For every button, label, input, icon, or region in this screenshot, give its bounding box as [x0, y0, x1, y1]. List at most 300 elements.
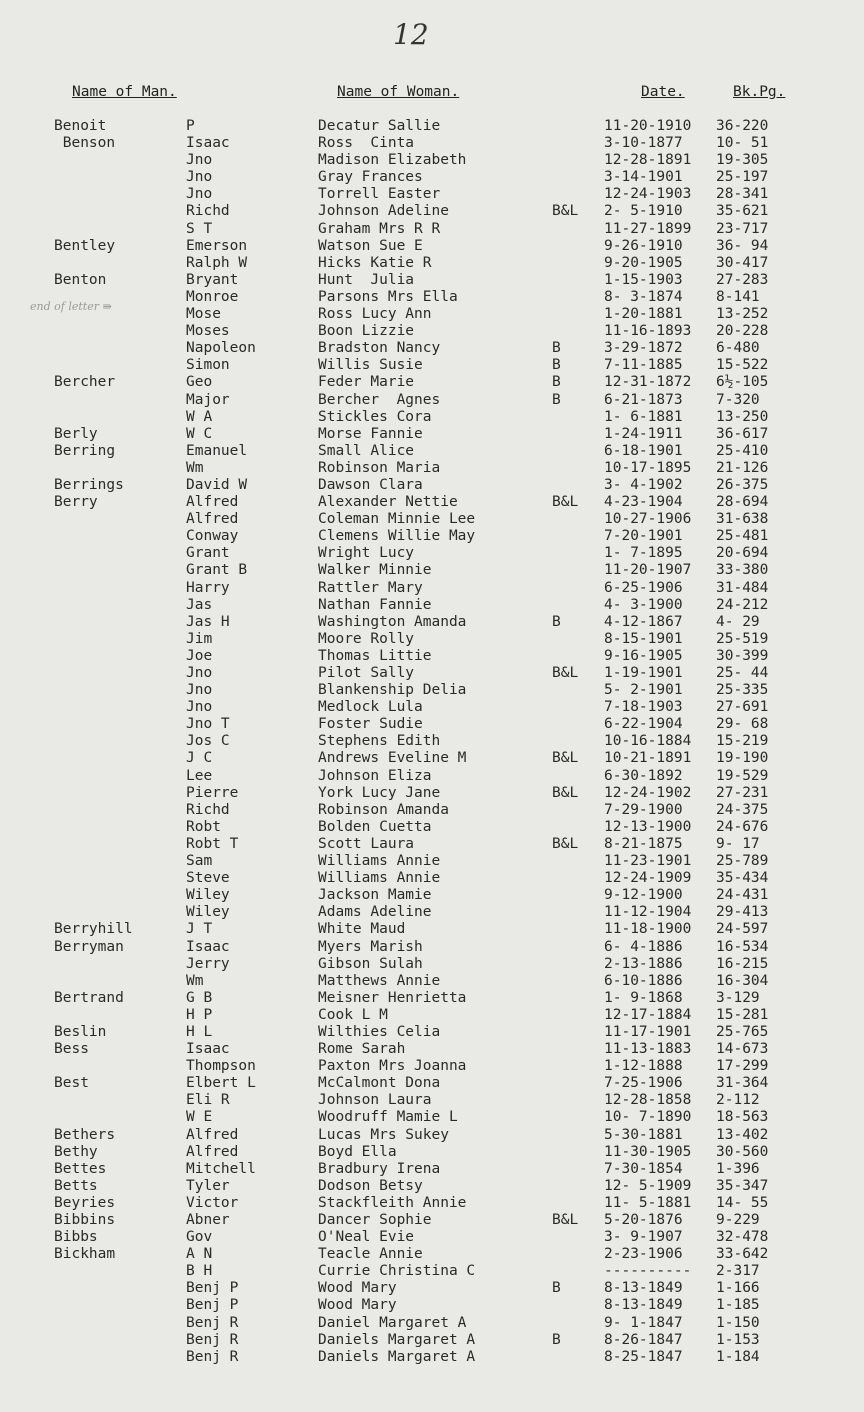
woman-name: Bradbury Irena — [318, 1160, 441, 1177]
woman-name: Blankenship Delia — [318, 682, 467, 699]
record-row — [0, 1349, 864, 1366]
book-page: 25-481 — [716, 528, 769, 545]
marriage-date: 5-20-1876 — [604, 1212, 683, 1228]
woman-name: Feder Marie — [318, 374, 415, 391]
record-list — [0, 118, 864, 1366]
book-page: 31-484 — [716, 579, 769, 596]
man-given-name: Monroe — [186, 288, 239, 305]
record-row — [0, 1041, 864, 1058]
marriage-date: 10-27-1906 — [604, 511, 692, 528]
record-row — [0, 836, 864, 853]
man-given-name: Napoleon — [186, 340, 256, 357]
woman-name: Daniels Margaret A — [318, 1331, 476, 1348]
book-page: 35-434 — [716, 870, 769, 887]
woman-name: Jackson Mamie — [318, 887, 432, 904]
book-page: 27-231 — [716, 784, 769, 801]
book-page: 8-141 — [716, 288, 760, 305]
woman-name: Medlock Lula — [318, 699, 423, 716]
record-row — [0, 1195, 864, 1212]
man-given-name: Abner — [186, 1212, 230, 1228]
header-book-page: Bk.Pg. — [733, 84, 786, 100]
man-surname: Beslin — [54, 1023, 107, 1040]
woman-name: Daniel Margaret A — [318, 1314, 467, 1331]
woman-name: Pilot Sally — [318, 665, 415, 681]
record-row — [0, 990, 864, 1007]
man-given-name: Benj P — [186, 1280, 239, 1297]
marriage-date: 9-26-1910 — [604, 237, 683, 254]
book-page: 36-220 — [716, 118, 769, 134]
man-given-name: P — [186, 118, 195, 134]
record-row — [0, 802, 864, 819]
man-given-name: Geo — [186, 374, 213, 391]
man-given-name: Benj R — [186, 1314, 239, 1331]
woman-name: Myers Marish — [318, 938, 423, 955]
record-row — [0, 648, 864, 665]
record-row — [0, 545, 864, 562]
man-surname: Berly — [54, 425, 98, 442]
header-name-of-man: Name of Man. — [72, 84, 177, 100]
man-given-name: Harry — [186, 579, 230, 596]
marriage-date: 1-24-1911 — [604, 425, 683, 442]
man-given-name: Jno — [186, 665, 213, 681]
book-page: 32-478 — [716, 1229, 769, 1246]
marriage-date: 1-15-1903 — [604, 271, 683, 288]
woman-name: Gibson Sulah — [318, 955, 423, 972]
record-code: B — [552, 613, 561, 630]
book-page: 3-129 — [716, 989, 760, 1006]
woman-name: Dawson Clara — [318, 476, 423, 493]
book-page: 27-691 — [716, 699, 769, 716]
book-page: 16-534 — [716, 938, 769, 955]
man-given-name: Richd — [186, 203, 230, 220]
record-row — [0, 477, 864, 494]
man-given-name: Jno — [186, 186, 213, 203]
record-row — [0, 562, 864, 579]
book-page: 10- 51 — [716, 135, 769, 152]
marriage-date: 11-16-1893 — [604, 323, 692, 340]
man-given-name: W E — [186, 1109, 213, 1126]
record-code: B — [552, 1331, 561, 1348]
record-row — [0, 1212, 864, 1229]
record-row — [0, 1161, 864, 1178]
book-page: 19-190 — [716, 750, 769, 767]
man-given-name: David W — [186, 476, 248, 493]
woman-name: Madison Elizabeth — [318, 152, 467, 169]
record-code: B&L — [552, 750, 579, 767]
woman-name: Graham Mrs R R — [318, 220, 441, 237]
record-code: B — [552, 1280, 561, 1297]
book-page: 24-212 — [716, 596, 769, 613]
man-given-name: Mitchell — [186, 1160, 256, 1177]
book-page: 31-638 — [716, 511, 769, 528]
man-given-name: Jno — [186, 169, 213, 186]
man-given-name: W A — [186, 408, 213, 425]
book-page: 2-112 — [716, 1092, 760, 1109]
man-given-name: Jas H — [186, 613, 230, 630]
marriage-date: 3- 4-1902 — [604, 476, 683, 493]
woman-name: White Maud — [318, 921, 406, 938]
book-page: 13-402 — [716, 1126, 769, 1143]
marriage-date: 11-23-1901 — [604, 853, 692, 870]
woman-name: Rattler Mary — [318, 579, 423, 596]
woman-name: Johnson Eliza — [318, 767, 432, 784]
record-row — [0, 203, 864, 220]
book-page: 28-341 — [716, 186, 769, 203]
woman-name: Wright Lucy — [318, 545, 415, 562]
woman-name: Wood Mary — [318, 1280, 397, 1297]
marriage-date: 8-15-1901 — [604, 630, 683, 647]
marriage-date: 8-26-1847 — [604, 1331, 683, 1348]
man-surname: Bibbins — [54, 1212, 116, 1228]
man-given-name: Alfred — [186, 494, 239, 511]
marriage-date: 8-13-1849 — [604, 1297, 683, 1314]
man-given-name: Alfred — [186, 1126, 239, 1143]
record-row — [0, 973, 864, 990]
marriage-date: 4-12-1867 — [604, 613, 683, 630]
woman-name: Robinson Maria — [318, 459, 441, 476]
woman-name: Bolden Cuetta — [318, 818, 432, 835]
record-row — [0, 357, 864, 374]
record-row — [0, 186, 864, 203]
marriage-date: 2- 5-1910 — [604, 203, 683, 220]
record-row — [0, 904, 864, 921]
woman-name: Clemens Willie May — [318, 528, 476, 545]
record-row — [0, 665, 864, 682]
marriage-date: 8-13-1849 — [604, 1280, 683, 1297]
record-row — [0, 494, 864, 511]
man-surname: Bethy — [54, 1143, 98, 1160]
man-given-name: Richd — [186, 801, 230, 818]
record-row — [0, 921, 864, 938]
man-given-name: Jno — [186, 682, 213, 699]
marriage-date: 9- 1-1847 — [604, 1314, 683, 1331]
record-row — [0, 1127, 864, 1144]
record-row — [0, 614, 864, 631]
record-row — [0, 699, 864, 716]
man-surname: Bess — [54, 1041, 89, 1058]
marriage-date: 1-12-1888 — [604, 1058, 683, 1075]
book-page: 25-410 — [716, 442, 769, 459]
man-given-name: Jerry — [186, 955, 230, 972]
man-given-name: Wm — [186, 459, 204, 476]
marriage-date: 6-18-1901 — [604, 442, 683, 459]
woman-name: Alexander Nettie — [318, 494, 458, 511]
book-page: 29- 68 — [716, 716, 769, 733]
book-page: 15-522 — [716, 357, 769, 374]
marriage-date: 7-11-1885 — [604, 357, 683, 374]
marriage-date: 12-24-1909 — [604, 870, 692, 887]
woman-name: Johnson Adeline — [318, 203, 449, 220]
book-page: 21-126 — [716, 459, 769, 476]
record-code: B&L — [552, 665, 579, 681]
woman-name: Lucas Mrs Sukey — [318, 1126, 449, 1143]
woman-name: Parsons Mrs Ella — [318, 288, 458, 305]
marriage-date: 8-25-1847 — [604, 1348, 683, 1365]
woman-name: Gray Frances — [318, 169, 423, 186]
book-page: 2-317 — [716, 1263, 760, 1280]
marriage-date: 4- 3-1900 — [604, 596, 683, 613]
record-row — [0, 1109, 864, 1126]
man-given-name: Isaac — [186, 135, 230, 152]
book-page: 15-219 — [716, 733, 769, 750]
book-page: 18-563 — [716, 1109, 769, 1126]
marriage-date: 9-16-1905 — [604, 647, 683, 664]
record-row — [0, 580, 864, 597]
man-given-name: Benj R — [186, 1331, 239, 1348]
man-surname: Betts — [54, 1177, 98, 1194]
man-given-name: Ralph W — [186, 254, 248, 271]
book-page: 1-184 — [716, 1348, 760, 1365]
woman-name: Stackfleith Annie — [318, 1194, 467, 1211]
man-given-name: Mose — [186, 306, 221, 323]
man-surname: Bertrand — [54, 989, 124, 1006]
book-page: 36-617 — [716, 425, 769, 442]
woman-name: Daniels Margaret A — [318, 1348, 476, 1365]
marriage-date: 3-10-1877 — [604, 135, 683, 152]
record-row — [0, 1246, 864, 1263]
record-row — [0, 1092, 864, 1109]
marriage-date: 6-10-1886 — [604, 972, 683, 989]
man-surname: Bibbs — [54, 1229, 98, 1246]
woman-name: Coleman Minnie Lee — [318, 511, 476, 528]
record-row — [0, 340, 864, 357]
man-given-name: Moses — [186, 323, 230, 340]
record-row — [0, 733, 864, 750]
marriage-date: 10-16-1884 — [604, 733, 692, 750]
man-given-name: Emanuel — [186, 442, 248, 459]
record-row — [0, 426, 864, 443]
man-given-name: A N — [186, 1246, 213, 1263]
record-code: B — [552, 391, 561, 408]
marriage-date: 4-23-1904 — [604, 494, 683, 511]
man-given-name: H L — [186, 1023, 213, 1040]
record-row — [0, 169, 864, 186]
marriage-date: 12-24-1903 — [604, 186, 692, 203]
woman-name: Adams Adeline — [318, 904, 432, 921]
marriage-date: 12-17-1884 — [604, 1006, 692, 1023]
marriage-date: 11- 5-1881 — [604, 1194, 692, 1211]
record-code: B&L — [552, 835, 579, 852]
marriage-date: 12-24-1902 — [604, 784, 692, 801]
record-code: B — [552, 374, 561, 391]
book-page: 1-166 — [716, 1280, 760, 1297]
woman-name: Foster Sudie — [318, 716, 423, 733]
record-row — [0, 221, 864, 238]
book-page: 17-299 — [716, 1058, 769, 1075]
book-page: 14-673 — [716, 1041, 769, 1058]
woman-name: Meisner Henrietta — [318, 989, 467, 1006]
woman-name: Currie Christina C — [318, 1263, 476, 1280]
man-surname: Bickham — [54, 1246, 116, 1263]
woman-name: Hicks Katie R — [318, 254, 432, 271]
record-row — [0, 511, 864, 528]
book-page: 15-281 — [716, 1006, 769, 1023]
woman-name: Ross Cinta — [318, 135, 415, 152]
book-page: 29-413 — [716, 904, 769, 921]
book-page: 9-229 — [716, 1212, 760, 1228]
record-row — [0, 750, 864, 767]
man-surname: Beyries — [54, 1194, 116, 1211]
marriage-date: 6- 4-1886 — [604, 938, 683, 955]
record-row — [0, 409, 864, 426]
woman-name: Andrews Eveline M — [318, 750, 467, 767]
man-given-name: Jim — [186, 630, 213, 647]
record-row — [0, 1280, 864, 1297]
woman-name: Scott Laura — [318, 835, 415, 852]
marriage-date: 2-23-1906 — [604, 1246, 683, 1263]
record-row — [0, 255, 864, 272]
man-given-name: Pierre — [186, 784, 239, 801]
marriage-date: 6-25-1906 — [604, 579, 683, 596]
man-given-name: B H — [186, 1263, 213, 1280]
marriage-date: 11-30-1905 — [604, 1143, 692, 1160]
book-page: 31-364 — [716, 1075, 769, 1092]
book-page: 19-305 — [716, 152, 769, 169]
man-surname: Best — [54, 1075, 89, 1092]
woman-name: Willis Susie — [318, 357, 423, 374]
marriage-date: 12-31-1872 — [604, 374, 692, 391]
record-row — [0, 1178, 864, 1195]
book-page: 30-417 — [716, 254, 769, 271]
man-surname: Benson — [54, 135, 116, 152]
book-page: 33-642 — [716, 1246, 769, 1263]
man-given-name: Tyler — [186, 1177, 230, 1194]
book-page: 16-215 — [716, 955, 769, 972]
woman-name: Boyd Ella — [318, 1143, 397, 1160]
woman-name: Small Alice — [318, 442, 415, 459]
record-row — [0, 460, 864, 477]
marriage-date: 11-20-1910 — [604, 118, 692, 134]
woman-name: Stickles Cora — [318, 408, 432, 425]
woman-name: Bercher Agnes — [318, 391, 441, 408]
record-code: B&L — [552, 784, 579, 801]
man-given-name: Wiley — [186, 904, 230, 921]
man-surname: Berry — [54, 494, 98, 511]
man-surname: Bercher — [54, 374, 116, 391]
man-given-name: J C — [186, 750, 213, 767]
man-surname: Benton — [54, 271, 107, 288]
marriage-date: 9-12-1900 — [604, 887, 683, 904]
book-page: 1-396 — [716, 1160, 760, 1177]
marriage-date: 11-17-1901 — [604, 1023, 692, 1040]
marriage-date: 1- 6-1881 — [604, 408, 683, 425]
book-page: 25- 44 — [716, 665, 769, 681]
book-page: 16-304 — [716, 972, 769, 989]
woman-name: Thomas Littie — [318, 647, 432, 664]
man-given-name: Isaac — [186, 938, 230, 955]
book-page: 20-694 — [716, 545, 769, 562]
book-page: 1-150 — [716, 1314, 760, 1331]
man-given-name: Benj P — [186, 1297, 239, 1314]
woman-name: Boon Lizzie — [318, 323, 415, 340]
man-given-name: Jas — [186, 596, 213, 613]
record-row — [0, 1263, 864, 1280]
marriage-date: 11-12-1904 — [604, 904, 692, 921]
book-page: 30-560 — [716, 1143, 769, 1160]
woman-name: Johnson Laura — [318, 1092, 432, 1109]
record-code: B&L — [552, 1212, 579, 1228]
man-given-name: Steve — [186, 870, 230, 887]
book-page: 27-283 — [716, 271, 769, 288]
book-page: 9- 17 — [716, 835, 760, 852]
woman-name: Paxton Mrs Joanna — [318, 1058, 467, 1075]
marriage-date: 3- 9-1907 — [604, 1229, 683, 1246]
book-page: 1-185 — [716, 1297, 760, 1314]
book-page: 28-694 — [716, 494, 769, 511]
woman-name: Williams Annie — [318, 870, 441, 887]
record-row — [0, 1229, 864, 1246]
man-given-name: Emerson — [186, 237, 248, 254]
record-row — [0, 272, 864, 289]
marriage-date: 11-20-1907 — [604, 562, 692, 579]
book-page: 35-347 — [716, 1177, 769, 1194]
man-given-name: Eli R — [186, 1092, 230, 1109]
man-given-name: Alfred — [186, 1143, 239, 1160]
book-page: 25-789 — [716, 853, 769, 870]
record-row — [0, 1007, 864, 1024]
woman-name: Rome Sarah — [318, 1041, 406, 1058]
man-given-name: Benj R — [186, 1348, 239, 1365]
book-page: 6½-105 — [716, 374, 769, 391]
record-code: B&L — [552, 203, 579, 220]
marriage-date: 1- 9-1868 — [604, 989, 683, 1006]
marriage-date: 7-30-1854 — [604, 1160, 683, 1177]
marriage-date: 7-18-1903 — [604, 699, 683, 716]
marriage-date: 3-14-1901 — [604, 169, 683, 186]
man-given-name: Conway — [186, 528, 239, 545]
man-given-name: Jno — [186, 152, 213, 169]
record-row — [0, 1332, 864, 1349]
woman-name: O'Neal Evie — [318, 1229, 415, 1246]
man-given-name: S T — [186, 220, 213, 237]
record-row — [0, 118, 864, 135]
woman-name: Woodruff Mamie L — [318, 1109, 458, 1126]
marriage-date: 11-13-1883 — [604, 1041, 692, 1058]
record-row — [0, 631, 864, 648]
book-page: 20-228 — [716, 323, 769, 340]
man-given-name: Simon — [186, 357, 230, 374]
marriage-date: 7-20-1901 — [604, 528, 683, 545]
marriage-date: 10- 7-1890 — [604, 1109, 692, 1126]
woman-name: Dodson Betsy — [318, 1177, 423, 1194]
marriage-date: 8-21-1875 — [604, 835, 683, 852]
marriage-date: 1-20-1881 — [604, 306, 683, 323]
marriage-date: 1-19-1901 — [604, 665, 683, 681]
man-given-name: Jno — [186, 699, 213, 716]
man-given-name: Jos C — [186, 733, 230, 750]
man-given-name: Lee — [186, 767, 213, 784]
book-page: 14- 55 — [716, 1194, 769, 1211]
margin-note: end of letter ⇛ — [30, 300, 112, 313]
book-page: 25-765 — [716, 1023, 769, 1040]
man-given-name: Wiley — [186, 887, 230, 904]
woman-name: Watson Sue E — [318, 237, 423, 254]
record-code: B — [552, 357, 561, 374]
record-row — [0, 785, 864, 802]
man-given-name: Victor — [186, 1194, 239, 1211]
book-page: 4- 29 — [716, 613, 760, 630]
marriage-date: 5-30-1881 — [604, 1126, 683, 1143]
man-given-name: Grant — [186, 545, 230, 562]
man-given-name: Isaac — [186, 1041, 230, 1058]
marriage-date: 8- 3-1874 — [604, 288, 683, 305]
book-page: 24-375 — [716, 801, 769, 818]
marriage-date: 11-18-1900 — [604, 921, 692, 938]
woman-name: Bradston Nancy — [318, 340, 441, 357]
woman-name: McCalmont Dona — [318, 1075, 441, 1092]
record-row — [0, 289, 864, 306]
woman-name: Matthews Annie — [318, 972, 441, 989]
